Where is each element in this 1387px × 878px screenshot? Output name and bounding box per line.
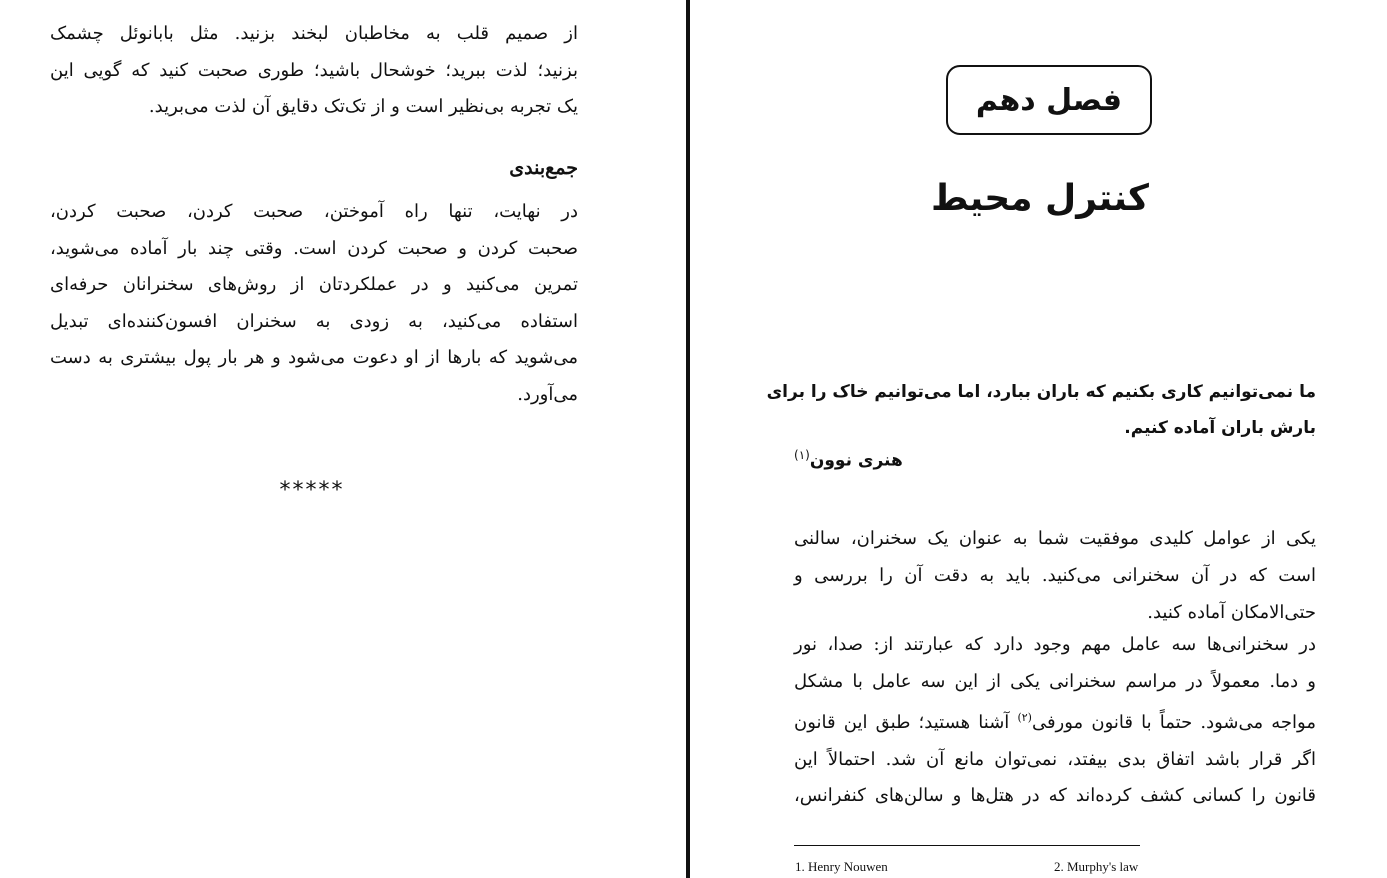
- left-intro-line-3: یک تجربه بی‌نظیر است و از تک‌تک دقایق آن لذت می‌برید.: [148, 96, 578, 117]
- paragraph2-line-1: در سخنرانی‌ها سه عامل مهم وجود دارد که عبارتند از: صدا، نور: [794, 634, 1316, 655]
- left-intro-line-2: بزنید؛ لذت ببرید؛ خوشحال باشید؛ طوری صحبت کنید که گویی این: [50, 59, 578, 81]
- footnote-2: 2. Murphy's law: [1054, 859, 1139, 874]
- summary-line-4: استفاده می‌کنید، به زودی به سخنران افسون‌کننده‌ای تبدیل: [50, 310, 578, 332]
- summary-line-2: صحبت کردن و صحبت کردن است. وقتی چند بار آماده می‌شوید،: [50, 237, 578, 259]
- epigraph-footnote-mark: (۱): [794, 448, 810, 462]
- summary-line-5: می‌شوید که بارها از او دعوت می‌شود و هر بار پول بیشتری به دست: [50, 347, 578, 368]
- murphy-footnote-mark: (۲): [1017, 711, 1032, 724]
- epigraph-author-name: هنری نوون: [809, 450, 903, 471]
- body-paragraph-1: [794, 520, 1316, 631]
- footnote-1: 1. Henry Nouwen: [795, 859, 888, 874]
- epigraph-quote: [766, 374, 1316, 446]
- right-page: [690, 0, 1387, 878]
- left-intro-paragraph: [50, 16, 578, 126]
- paragraph2-line-4: اگر قرار باشد اتفاق بدی بیفتد، نمی‌توان مانع آن شد. احتمالاً این: [794, 748, 1316, 770]
- paragraph1-line-1: یکی از عوامل کلیدی موفقیت شما به عنوان یک سخنران، سالنی: [794, 528, 1316, 549]
- chapter-title: کنترل محیط: [931, 178, 1149, 219]
- summary-paragraph: [50, 194, 578, 413]
- epigraph-line-2: بارش باران آماده کنیم.: [1124, 418, 1316, 438]
- paragraph2-line-3: [794, 700, 1316, 742]
- paragraph1-line-2: است که در آن سخنرانی می‌کنید. باید به دقت آن را بررسی و: [794, 565, 1316, 586]
- section-end-stars: *****: [279, 478, 345, 503]
- epigraph-line-1: ما نمی‌توانیم کاری بکنیم که باران ببارد، اما می‌توانیم خاک را برای: [766, 382, 1316, 402]
- chapter-label: فصل دهم: [975, 82, 1123, 118]
- chapter-label-box: [946, 65, 1152, 135]
- summary-line-1: در نهایت، تنها راه آموختن، صحبت کردن، صحبت کردن،: [50, 201, 578, 222]
- summary-line-6: می‌آورد.: [517, 383, 578, 405]
- epigraph-author: [794, 448, 994, 471]
- body-paragraph-2: [794, 627, 1316, 815]
- left-intro-line-1: از صمیم قلب به مخاطبان لبخند بزنید. مثل بابانوئل چشمک: [50, 23, 578, 44]
- summary-heading: جمع‌بندی: [509, 157, 578, 179]
- paragraph2-line-3-start: مواجه می‌شود. حتماً با قانون مورفی: [1031, 712, 1316, 733]
- footnote-divider: [794, 845, 1140, 846]
- left-page: [0, 0, 686, 878]
- paragraph2-line-5: قانون را کسانی کشف کرده‌اند که در هتل‌ها و سالن‌های کنفرانس،: [794, 785, 1316, 806]
- summary-line-3: تمرین می‌کنید و در عملکردتان از روش‌های سخنرانان حرفه‌ای: [50, 274, 578, 295]
- paragraph2-line-2: و دما. معمولاً در مراسم سخنرانی یکی از این سه عامل با مشکل: [794, 670, 1316, 692]
- paragraph1-line-3: حتی‌الامکان آماده کنید.: [1147, 602, 1316, 623]
- paragraph2-line-3-end: آشنا هستید؛ طبق این قانون: [794, 712, 1018, 733]
